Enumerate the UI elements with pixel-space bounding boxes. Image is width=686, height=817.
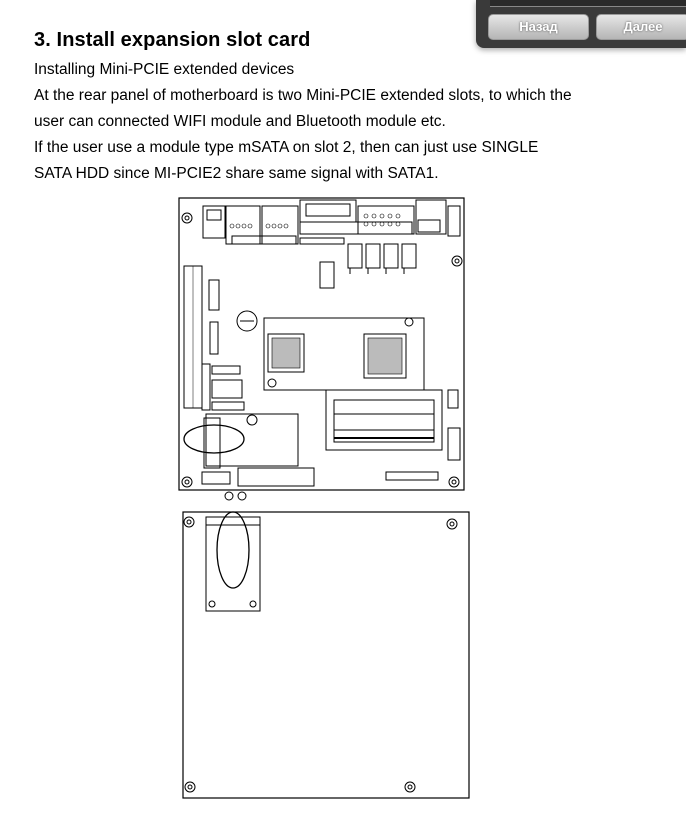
motherboard-top-view — [179, 198, 464, 500]
motherboard-bottom-view — [183, 512, 469, 798]
next-button[interactable]: Далее — [596, 14, 686, 40]
section-heading: 3. Install expansion slot card — [34, 29, 311, 51]
back-button[interactable]: Назад — [488, 14, 589, 40]
text-line-1: Installing Mini-PCIE extended devices — [34, 61, 295, 78]
text-line-3: user can connected WIFI module and Bluetooth module etc. — [34, 113, 446, 130]
text-line-4: If the user use a module type mSATA on slot 2, then can just use SINGLE — [34, 139, 539, 156]
text-line-2: At the rear panel of motherboard is two Mini-PCIE extended slots, to which the — [34, 87, 572, 104]
text-line-5: SATA HDD since MI-PCIE2 share same signal with SATA1. — [34, 165, 439, 182]
